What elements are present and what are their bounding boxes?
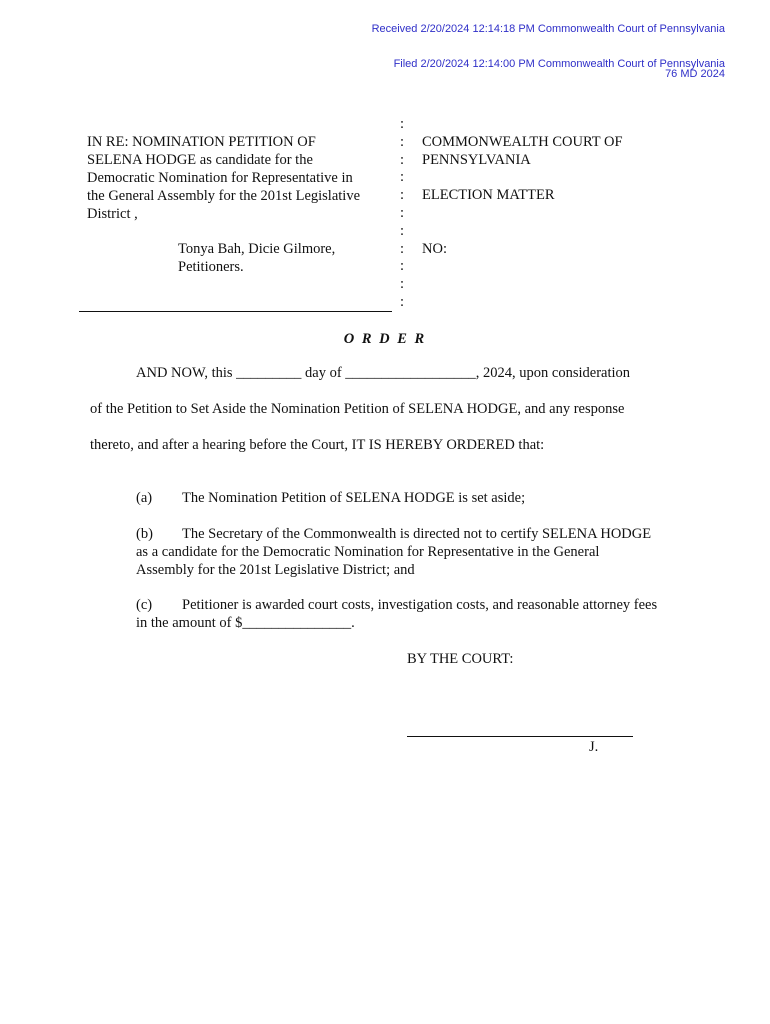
court-name-line: COMMONWEALTH COURT OF xyxy=(422,134,623,150)
petitioners-names: Tonya Bah, Dicie Gilmore, xyxy=(178,241,336,257)
order-item-c xyxy=(136,596,681,632)
item-text: Assembly for the 201st Legislative District; and xyxy=(136,562,415,578)
caption-line: Democratic Nomination for Representative in xyxy=(87,170,353,186)
colon-mark: : xyxy=(399,222,405,239)
order-item-b xyxy=(136,525,681,579)
item-label: (b) xyxy=(136,526,153,542)
petitioners-block xyxy=(178,240,335,276)
order-title: O R D E R xyxy=(343,331,427,347)
order-intro-line: of the Petition to Set Aside the Nomination Petition of SELENA HODGE, and any response xyxy=(90,401,625,417)
order-intro-line: thereto, and after a hearing before the Court, IT IS HEREBY ORDERED that: xyxy=(90,437,545,453)
caption-line: SELENA HODGE as candidate for the xyxy=(87,152,313,168)
judge-suffix: J. xyxy=(589,739,599,755)
filed-stamp-text: Filed 2/20/2024 12:14:00 PM Commonwealth Court of Pennsylvania xyxy=(393,58,725,70)
colon-mark: : xyxy=(399,276,405,293)
item-text: Petitioner is awarded court costs, investigation costs, and reasonable attorney fees xyxy=(182,597,658,613)
colon-mark: : xyxy=(399,240,405,257)
by-the-court: BY THE COURT: xyxy=(407,651,514,667)
item-text: as a candidate for the Democratic Nomination for Representative in the General xyxy=(136,544,600,560)
colon-mark: : xyxy=(399,169,405,186)
filed-stamp xyxy=(394,59,725,79)
petitioners-label: Petitioners. xyxy=(178,259,244,275)
caption-line: District , xyxy=(87,206,138,222)
colon-mark: : xyxy=(399,258,405,275)
item-label: (c) xyxy=(136,597,153,613)
caption-underline xyxy=(79,311,392,312)
caption-line: the General Assembly for the 201st Legislative xyxy=(87,188,361,204)
order-item-a xyxy=(136,489,681,507)
court-name-line: PENNSYLVANIA xyxy=(422,152,531,168)
item-text: The Nomination Petition of SELENA HODGE is set aside; xyxy=(182,490,526,506)
caption-divider xyxy=(398,115,406,311)
colon-mark: : xyxy=(399,204,405,221)
item-label: (a) xyxy=(136,490,153,506)
docket-number: 76 MD 2024 xyxy=(665,68,725,80)
colon-mark: : xyxy=(399,133,405,150)
signature-line xyxy=(407,736,633,737)
colon-mark: : xyxy=(399,187,405,204)
colon-mark: : xyxy=(399,293,405,310)
item-text: The Secretary of the Commonwealth is directed not to certify SELENA HODGE xyxy=(182,526,652,542)
election-matter: ELECTION MATTER xyxy=(422,187,555,203)
order-intro-line: AND NOW, this _________ day of __________________, 2024, upon consideration xyxy=(136,365,631,381)
court-name xyxy=(422,133,623,169)
received-stamp: Received 2/20/2024 12:14:18 PM Commonwealth Court of Pennsylvania xyxy=(371,23,725,35)
colon-mark: : xyxy=(399,116,405,132)
caption-line: IN RE: NOMINATION PETITION OF xyxy=(87,134,316,150)
item-text: in the amount of $_______________. xyxy=(136,615,355,631)
case-caption xyxy=(87,133,387,223)
docket-no-label: NO: xyxy=(422,241,447,257)
colon-mark: : xyxy=(399,151,405,168)
